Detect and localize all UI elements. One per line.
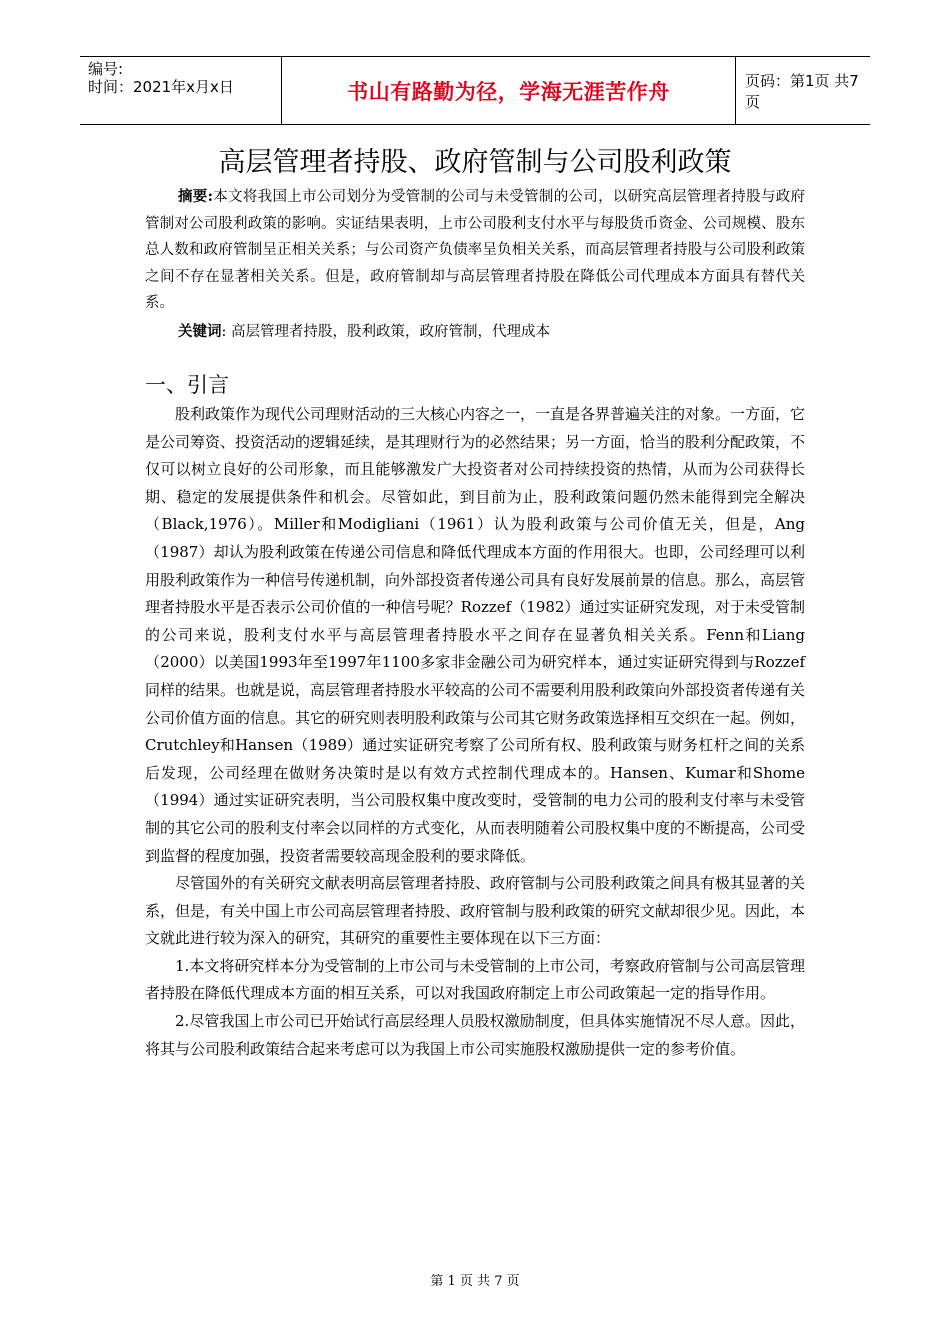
header-motto-cell	[282, 57, 736, 124]
keywords-label: 关键词	[178, 322, 222, 340]
header-motto: 书山有路勤为径，学海无涯苦作舟	[347, 79, 670, 104]
body-paragraph: 2.尽管我国上市公司已开始试行高层经理人员股权激励制度，但具体实施情况不尽人意。因此，将其与公司股利政策结合起来考虑可以为我国上市公司实施股权激励提供一定的参考价值。	[145, 1012, 805, 1058]
body-paragraph: 1.本文将研究样本分为受管制的上市公司与未受管制的上市公司，考察政府管制与公司高层管理者持股在降低代理成本方面的相互关系，可以对我国政府制定上市公司政策起一定的指导作用。	[145, 956, 805, 1003]
header-meta	[80, 57, 282, 124]
section-heading: 一、引言	[145, 373, 229, 397]
page-header	[80, 56, 870, 125]
abstract-label: 摘要:	[178, 188, 213, 205]
time-label: 时间：2021年x月x日	[88, 78, 234, 96]
number-label: 编号:	[88, 60, 124, 78]
body-paragraph: 股利政策作为现代公司理财活动的三大核心内容之一，一直是各界普遍关注的对象。一方面，它是公司筹资、投资活动的逻辑延续，是其理财行为的必然结果；另一方面，恰当的股利分配政策，不仅可以树立良好的公司形象，而且能够激发广大投资者对公司持续投资的热情，从而为公司获得长期、稳定的发展提供条件和机会。尽管如此，到目前为止，股利政策问题仍然未能得到完全解决（Black,1976）。Miller和Modigliani（1961）认为股利政策与公司价值无关，但是，Ang（1987）却认为股利政策在传递公司信息和降低代理成本方面的作用很大。也即，公司经理可以利用股利政策作为一种信号传递机制，向外部投资者传递公司具有良好发展前景的信息。那么，高层管理者持股水平是否表示公司价值的一种信号呢？Rozzef（1982）通过实证研究发现，对于未受管制的公司来说，股利支付水平与高层管理者持股水平之间存在显著负相关关系。Fenn和Liang（2000）以美国1993年至1997年1100多家非金融公司为研究样本，通过实证研究得到与Rozzef同样的结果。也就是说，高层管理者持股水平较高的公司不需要利用股利政策向外部投资者传递有关公司价值方面的信息。其它的研究则表明股利政策与公司其它财务政策选择相互交织在一起。例如，Crutchley和Hansen（1989）通过实证研究考察了公司所有权、股利政策与财务杠杆之间的关系后发现，公司经理在做财务决策时是以有效方式控制代理成本的。Hansen、Kumar和Shome（1994）通过实证研究表明，当公司股权集中度改变时，受管制的电力公司的股利支付率与未受管制的其它公司的股利支付率会以同样的方式变化，从而表明随着公司股权集中度的不断提高，公司受到监督的程度加强，投资者需要较高现金股利的要求降低。	[145, 405, 806, 865]
abstract-text: 本文将我国上市公司划分为受管制的公司与未受管制的公司，以研究高层管理者持股与政府管制对公司股利政策的影响。实证结果表明，上市公司股利支付水平与每股货币资金、公司规模、股东总人数和政府管制呈正相关关系；与公司资产负债率呈负相关关系，而高层管理者持股与公司股利政策之间不存在显著相关关系。但是，政府管制却与高层管理者持股在降低公司代理成本方面具有替代关系。	[145, 189, 806, 311]
document-title: 高层管理者持股、政府管制与公司股利政策	[218, 147, 732, 178]
keywords-paragraph	[145, 319, 805, 346]
abstract-block	[145, 184, 805, 345]
header-page-info: 页码：第1页 共7页	[745, 71, 859, 111]
keywords-text: : 高层管理者持股，股利政策，政府管制，代理成本	[221, 323, 550, 340]
section-body	[145, 401, 805, 1063]
abstract-paragraph	[145, 184, 805, 317]
page-footer: 第 1 页 共 7 页	[430, 1274, 520, 1289]
body-paragraph: 尽管国外的有关研究文献表明高层管理者持股、政府管制与公司股利政策之间具有极其显著的关系，但是，有关中国上市公司高层管理者持股、政府管制与股利政策的研究文献却很少见。因此，本文就此进行较为深入的研究，其研究的重要性主要体现在以下三方面：	[145, 874, 806, 948]
header-page-cell	[735, 57, 870, 124]
